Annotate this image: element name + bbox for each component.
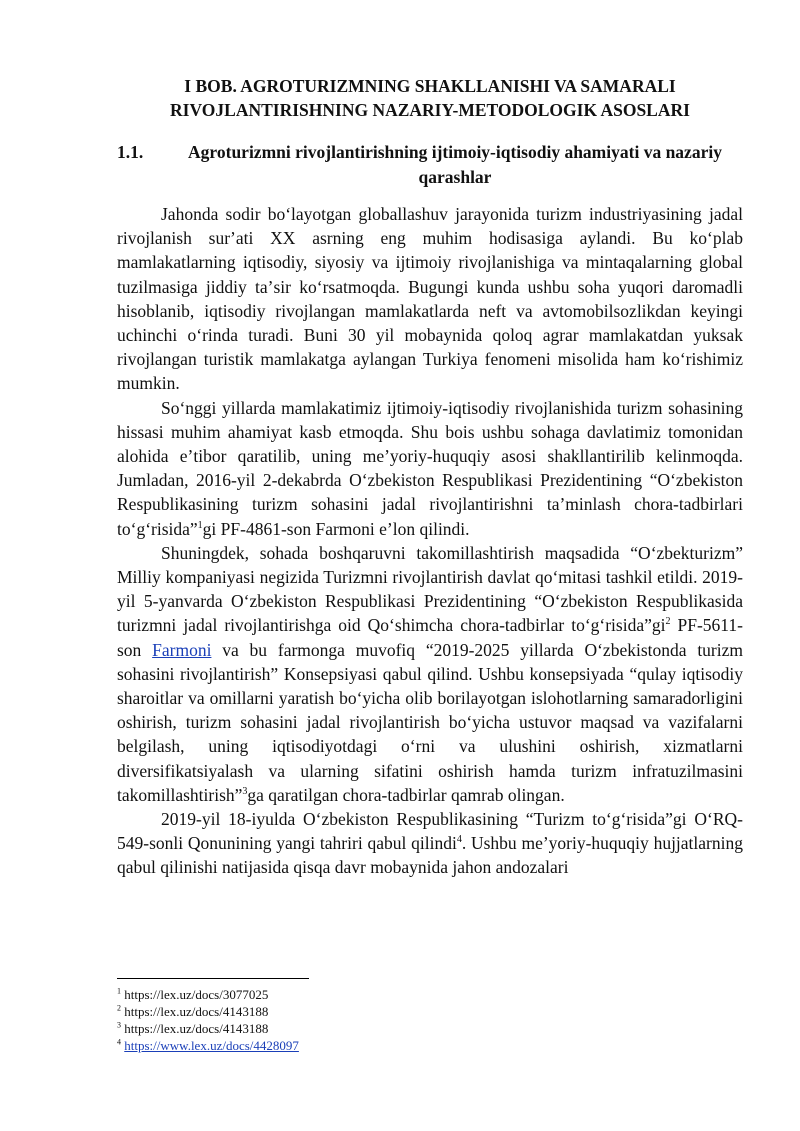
footnote-ref-2[interactable]: 2: [665, 616, 671, 628]
footnote-ref-4[interactable]: 4: [456, 834, 462, 846]
paragraph-3-text-b: PF-5611-son: [117, 615, 743, 660]
chapter-title-line-2: RIVOJLANTIRISHNING NAZARIY-METODOLOGIK ASOSLARI: [170, 100, 690, 120]
section-heading: [117, 140, 743, 190]
section-number: 1.1.: [117, 142, 144, 162]
paragraph-4: [117, 807, 743, 880]
footnote-2: [117, 1003, 299, 1020]
chapter-title: [117, 74, 743, 122]
footnote-ref-1[interactable]: 1: [197, 519, 203, 531]
paragraph-3-text-d: ga qaratilgan chora-tadbirlar qamrab olingan.: [247, 784, 565, 805]
paragraph-3-text-c: va bu farmonga muvofiq “2019-2025 yillarda Oʻzbekistonda turizm sohasini rivojlantirish” Konsepsiyasi qabul qilind. Ushbu konsepsiyada “qulay iqtisodiy sharoitlar va omillarni yaratish boʻyicha olib borilayotgan islohotlarning samaradorligini oshirish, turizm sohasini jadal rivojlantirish boʻyicha ustuvor maqsad va vazifalarni belgilash, uning iqtisodiyotdagi oʻrni va ulushini oshirish, xizmatlarni diversifikatsiyalash va ularning sifatini oshirish hamda turizm infratuzilmasini takomillashtirish”: [117, 639, 744, 805]
paragraph-2-text-b: gi PF-4861-son Farmoni eʼlon qilindi.: [202, 518, 470, 539]
chapter-title-line-1: I BOB. AGROTURIZMNING SHAKLLANISHI VA SAMARALI: [184, 76, 676, 96]
footnote-url: https://lex.uz/docs/3077025: [124, 987, 269, 1002]
footnote-4: [117, 1037, 299, 1054]
paragraph-1-text: Jahonda sodir boʻlayotgan globallashuv jarayonida turizm industriyasining jadal rivojlanish surʼati XX asrning eng muhim hodisasiga aylandi. Bu koʻplab mamlakatlarning iqtisodiy, siyosiy va ijtimoiy rivojlanishiga va mintaqalarning global tuzilmasiga jiddiy taʼsir koʻrsatmoqda. Bugungi kunda ushbu soha yuqori daromadli hisoblanib, iqtisodiy rivojlangan mamlakatlarda neft va avtomobilsozlikdan keyingi uchinchi oʻrinda turadi. Buni 30 yil mobaynida qoloq agrar mamlakatdan yuksak rivojlangan turistik mamlakatga aylangan Turkiya fenomeni misolida ham koʻrishimiz mumkin.: [117, 204, 743, 394]
footnotes: [117, 986, 299, 1054]
footnote-mark: 3: [117, 1020, 121, 1030]
paragraph-2: [117, 396, 743, 541]
footnote-1: [117, 986, 299, 1003]
farmoni-link[interactable]: Farmoni: [152, 639, 212, 660]
footnote-link[interactable]: https://www.lex.uz/docs/4428097: [124, 1038, 299, 1053]
footnote-separator: [117, 978, 309, 979]
footnote-ref-3[interactable]: 3: [242, 786, 248, 798]
paragraph-3: [117, 541, 743, 807]
footnote-mark: 1: [117, 986, 121, 996]
paragraph-1: [117, 202, 743, 396]
paragraph-4-text-a: 2019-yil 18-iyulda Oʻzbekiston Respublikasining “Turizm toʻgʻrisida”gi OʻRQ-549-sonli Qonunining yangi tahriri qabul qilindi: [117, 809, 743, 854]
footnote-3: [117, 1020, 299, 1037]
paragraph-3-text-a: Shuningdek, sohada boshqaruvni takomillashtirish maqsadida “Oʻzbekturizm” Milliy kompaniyasi negizida Turizmni rivojlantirish davlat qoʻmitasi tashkil etildi. 2019-yil 5-yanvarda Oʻzbekiston Respublikasi Prezidentining “Oʻzbekiston Respublikasida turizmni jadal rivojlantirishga oid Qoʻshimcha chora-tadbirlar toʻgʻrisida”gi: [117, 542, 743, 636]
document-page: [117, 74, 743, 880]
footnote-mark: 2: [117, 1003, 121, 1013]
paragraph-4-text-b: . Ushbu meʼyoriy-huquqiy hujjatlarning qabul qilinishi natijasida qisqa davr mobaynida jahon andozalari: [117, 833, 743, 878]
section-title: Agroturizmni rivojlantirishning ijtimoiy-iqtisodiy ahamiyati va nazariy qarashlar: [188, 142, 722, 187]
footnote-mark: 4: [117, 1037, 121, 1047]
paragraph-2-text-a: Soʻnggi yillarda mamlakatimiz ijtimoiy-iqtisodiy rivojlanishida turizm sohasining hissasi muhim ahamiyat kasb etmoqda. Shu bois ushbu sohaga davlatimiz tomonidan alohida eʼtibor qaratilib, uning meʼyoriy-huquqiy asosi shakllantirilib kelinmoqda. Jumladan, 2016-yil 2-dekabrda Oʻzbekiston Respublikasi Prezidentining “Oʻzbekiston Respublikasining turizm sohasini jadal rivojlantirishni taʼminlash chora-tadbirlari toʻgʻrisida”: [117, 397, 743, 539]
footnote-url: https://lex.uz/docs/4143188: [124, 1021, 269, 1036]
footnote-url: https://lex.uz/docs/4143188: [124, 1004, 269, 1019]
